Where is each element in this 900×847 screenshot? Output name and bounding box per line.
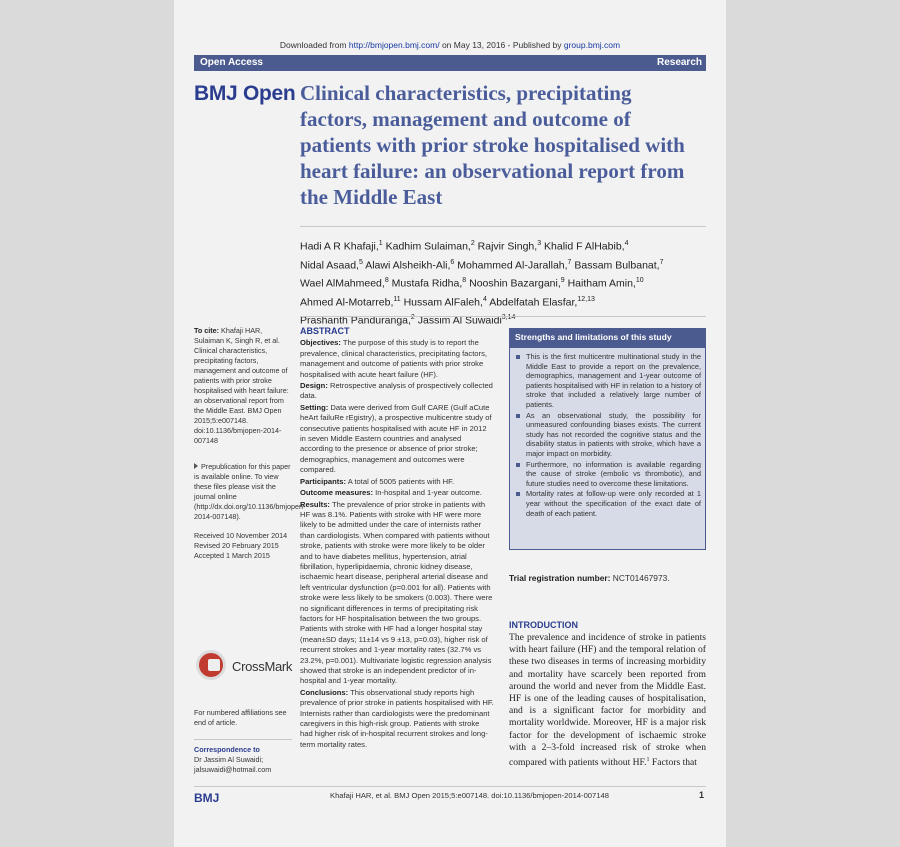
download-line <box>174 40 726 50</box>
trial-number: NCT01467973. <box>610 573 670 583</box>
crossmark-badge[interactable] <box>194 650 294 686</box>
open-access-label: Open Access <box>200 57 263 68</box>
correspondence-divider <box>194 739 292 740</box>
strengths-heading: Strengths and limitations of this study <box>510 329 705 348</box>
footer-divider <box>194 786 706 787</box>
journal-logo: BMJ Open <box>194 82 296 105</box>
trial-registration <box>509 573 670 583</box>
abstract-text: In-hospital and 1-year outcome. <box>373 488 482 498</box>
download-link[interactable]: http://bmjopen.bmj.com/ <box>348 40 440 50</box>
download-mid: on May 13, 2016 - Published by <box>439 40 564 50</box>
intro-tail: Factors that <box>649 757 697 769</box>
section-bar <box>194 55 706 71</box>
abstract-section <box>300 403 494 476</box>
intro-body: The prevalence and incidence of stroke in patients with heart failure (HF) and the temporal relation of these two diseases in terms of increasing morbidity and mortality have scarcely been reported from around the world and never from the Middle East. HF is one of the leading causes of hospitalisation, and is a significant factor for morbidity and mortality worldwide. Moreover, HF is a major risk factor for the development of ischaemic stroke with a 2–3-fold increased risk of stroke when compared with patients without HF. <box>509 632 706 769</box>
abstract-label: Design: <box>300 381 328 391</box>
abstract-text: Data were derived from Gulf CARE (Gulf aCute heArt failuRe rEgistry), a prospective multicentre study of consecutive patients hospitalised with acute HF in 2012 in seven Middle Eastern countries and analysed according to the presence or absence of prior stroke; demographics, management and outcomes were compared. <box>300 402 492 475</box>
citation-block <box>194 326 292 446</box>
abstract-section <box>300 477 494 487</box>
strengths-box <box>509 328 706 550</box>
correspondence-label: Correspondence to <box>194 745 260 754</box>
footer-citation: Khafaji HAR, et al. BMJ Open 2015;5:e007148. doi:10.1136/bmjopen-2014-007148 <box>330 791 609 800</box>
author-line: Wael AlMahmeed,$^8$ Mustafa Ridha,$^8$ Nooshin Bazargani,$^9$ Haitham Amin,$^{10}$ <box>300 277 644 290</box>
abstract-text: Retrospective analysis of prospectively collected data. <box>300 381 493 401</box>
author-line: Nidal Asaad,$^5$ Alawi Alsheikh-Ali,$^6$ Mohammed Al-Jarallah,$^7$ Bassam Bulbanat,$^7$ <box>300 258 664 271</box>
accepted-date: Accepted 1 March 2015 <box>194 551 270 560</box>
correspondence-name: Dr Jassim Al Suwaidi; <box>194 755 264 764</box>
abstract-text: A total of 5005 patients with HF. <box>346 476 455 486</box>
prepublication-note <box>194 462 306 522</box>
abstract-section <box>300 500 494 687</box>
abstract-label: Conclusions: <box>300 687 349 697</box>
publisher-link[interactable]: group.bmj.com <box>563 40 621 50</box>
list-item: As an observational study, the possibility for unmeasured confounding biases exists. The current study has not recorded the cognitive status and the disability status in patients with stroke, which have a major impact on morbidity. <box>526 410 701 458</box>
author-line: Hadi A R Khafaji,$^1$ Kadhim Sulaiman,$^2$ Rajvir Singh,$^3$ Khalid F AlHabib,$^4$ <box>300 240 629 253</box>
strengths-list <box>510 352 701 518</box>
triangle-bullet-icon <box>194 463 198 469</box>
page-number: 1 <box>699 790 705 800</box>
correspondence-email[interactable]: jalsuwaidi@hotmail.com <box>194 765 272 774</box>
revised-date: Revised 20 February 2015 <box>194 541 279 550</box>
trial-label: Trial registration number: <box>509 573 611 583</box>
crossmark-label: CrossMark <box>232 659 293 674</box>
abstract-text: The prevalence of prior stroke in patients with HF was 8.1%. Patients with stroke with HF were more likely to be admitted under the care of internists rather than cardiologists. When compared with patients without stroke, patients with stroke were more likely to be older and to have diabetes mellitus, hypertension, atrial fibrillation, hyperlipidaemia, chronic kidney disease, ischaemic heart disease, peripheral arterial disease and left ventricular dysfunction (p=0.001 for all). Patients with stroke were less likely to be smokers (0.003). There were no significant differences in terms of precipitating risk factors for HF hospitalisation between the two groups. Patients with stroke with HF had a longer hospital stay (mean±SD days; 11±14 vs 9 ±13, p=0.03), higher risk of recurrent strokes and 1-year mortality rates (32.7% vs 23.2%, p=0.001). Multivariate logistic regression analysis showed that stroke is an independent predictor of in-hospital and 1-year mortality. <box>300 499 493 686</box>
author-list <box>300 236 700 329</box>
author-line: Ahmed Al-Motarreb,$^{11}$ Hussam AlFaleh,$^4$ Abdelfatah Elasfar,$^{12,13}$ <box>300 295 595 308</box>
list-item: Mortality rates at follow-up were only recorded at 1 year without the specification of the exact date of death of each patient. <box>526 489 701 518</box>
reference-sup[interactable]: 1 <box>646 757 650 764</box>
article-title: Clinical characteristics, precipitating factors, management and outcome of patients with prior stroke hospitalised with heart failure: an observational report from the Middle East <box>300 81 685 209</box>
section-label: Research <box>656 57 702 68</box>
title-divider <box>300 226 706 227</box>
abstract-text: This observational study reports high prevalence of prior stroke in patients hospitalised with HF. Internists rather than cardiologists were the predominant caregivers in this high-risk group. Patients with stroke had higher risk of in-hospital recurrent strokes and long-term mortality rates. <box>300 687 494 749</box>
author-line: Prashanth Panduranga,$^2$ Jassim Al Suwaidi$^{3,14}$ <box>300 314 516 327</box>
abstract-section <box>300 381 494 402</box>
introduction-text <box>509 632 706 769</box>
abstract-section <box>300 688 494 750</box>
abstract-text: The purpose of this study is to report the prevalence, clinical characteristics, precipitating factors, management and outcome of patients with prior stroke hospitalised with acute heart failure (HF). <box>300 338 487 379</box>
correspondence-block <box>194 745 292 775</box>
list-item: Furthermore, no information is available regarding the cause of stroke (embolic vs thrombotic), and future studies need to overcome these limitations. <box>526 459 701 488</box>
cite-text: Khafaji HAR, Sulaiman K, Singh R, et al. Clinical characteristics, precipitating factors, management and outcome of patients with prior stroke hospitalised with heart failure: an observational report from the Middle East. BMJ Open 2015;5:e007148. doi:10.1136/bmjopen-2014-007148 <box>194 326 289 445</box>
affiliations-note: For numbered affiliations see end of article. <box>194 708 287 727</box>
abstract-label: Results: <box>300 499 330 509</box>
download-prefix: Downloaded from <box>279 40 349 50</box>
prepub-text[interactable]: Prepublication for this paper is available online. To view these files please visit the journal online (http://dx.doi.org/10.1136/bmjopen-2014-007148). <box>194 462 306 521</box>
abstract <box>300 326 494 751</box>
received-date: Received 10 November 2014 <box>194 531 288 540</box>
abstract-label: Setting: <box>300 402 329 412</box>
authors-divider <box>300 316 706 317</box>
crossmark-icon <box>196 650 226 680</box>
abstract-heading: ABSTRACT <box>300 326 350 336</box>
abstract-label: Objectives: <box>300 338 341 348</box>
cite-label: To cite: <box>194 326 220 335</box>
abstract-section <box>300 488 494 498</box>
dates-block <box>194 531 292 561</box>
abstract-label: Participants: <box>300 476 346 486</box>
abstract-section <box>300 338 494 380</box>
footer-bmj-logo: BMJ <box>194 791 220 805</box>
introduction-heading: INTRODUCTION <box>509 620 578 630</box>
abstract-label: Outcome measures: <box>300 488 374 498</box>
list-item: This is the first multicentre multinational study in the Middle East to provide a report on the prevalence, demographics, management and 1-year outcome of patients hospitalised with HF in relation to a history of stroke that included a relatively large number of patients. <box>526 352 701 409</box>
